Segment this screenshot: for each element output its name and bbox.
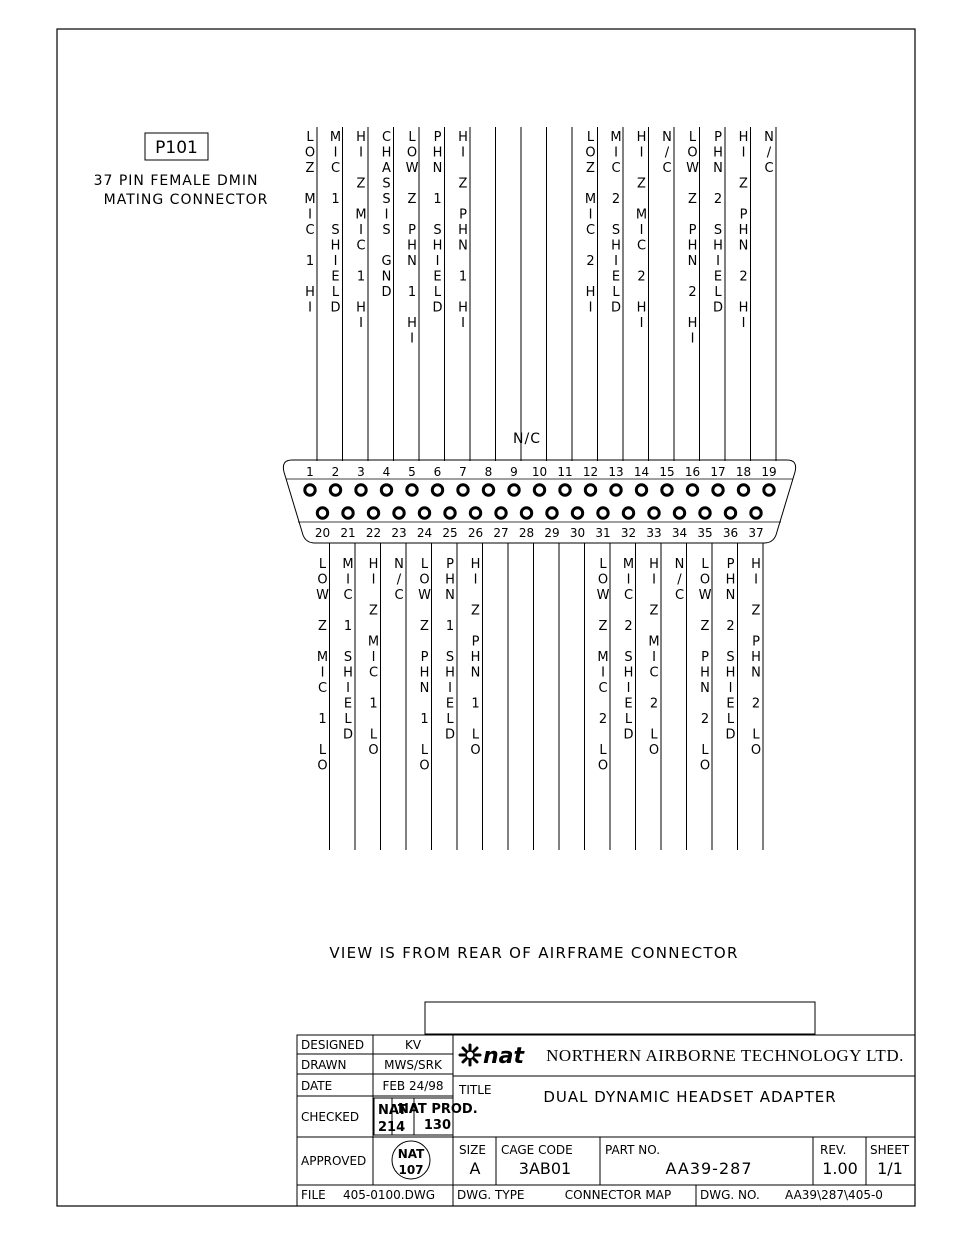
pin-37-label: H I Z P H N 2 L O: [750, 557, 762, 758]
svg-text:NAT PROD.: NAT PROD.: [398, 1102, 478, 1117]
pin-11-number: 11: [557, 465, 573, 479]
pin-35-number: 35: [697, 526, 713, 540]
pin-11-contact: [560, 485, 570, 495]
pin-19-number: 19: [761, 465, 777, 479]
size-label: SIZE: [459, 1143, 486, 1157]
dwg-no-label: DWG. NO.: [700, 1188, 760, 1202]
pin-31-contact: [598, 508, 608, 518]
pin-25-label: P H N 1 S H I E L D: [444, 557, 456, 743]
pin-10-contact: [534, 485, 544, 495]
pin-8-number: 8: [484, 465, 493, 479]
pin-3-contact: [356, 485, 366, 495]
approved-label: APPROVED: [301, 1154, 367, 1168]
pin-14-label: H I Z M I C 2 H I: [635, 130, 648, 331]
pin-17-number: 17: [710, 465, 726, 479]
pin-15-number: 15: [659, 465, 675, 479]
pin-12-label: L O Z M I C 2 H I: [584, 130, 597, 316]
pin-12-contact: [585, 485, 595, 495]
svg-text:130: 130: [423, 1118, 451, 1133]
pin-14-number: 14: [633, 465, 650, 479]
pin-2-number: 2: [331, 465, 340, 479]
company-name: NORTHERN AIRBORNE TECHNOLOGY LTD.: [546, 1046, 904, 1065]
checked-label: CHECKED: [301, 1110, 360, 1124]
pin-34-contact: [674, 508, 684, 518]
pin-33-contact: [649, 508, 659, 518]
pin-2-label: M I C 1 S H I E L D: [329, 130, 342, 316]
dwg-type-label: DWG. TYPE: [457, 1188, 525, 1202]
drawn-value: MWS/SRK: [384, 1058, 442, 1072]
pin-33-number: 33: [646, 526, 662, 540]
pin-27-number: 27: [493, 526, 509, 540]
pin-6-contact: [432, 485, 442, 495]
pin-23-number: 23: [391, 526, 407, 540]
connector-description-line1: 37 PIN FEMALE DMIN: [93, 173, 259, 189]
dwg-no-value: AA39\287\405-0: [785, 1188, 883, 1202]
svg-text:214: 214: [378, 1120, 406, 1135]
pin-18-label: H I Z P H N 2 H I: [738, 130, 749, 331]
svg-text:NAT: NAT: [378, 1103, 407, 1118]
pin-3-number: 3: [357, 465, 365, 479]
connector-id: P101: [155, 138, 198, 158]
pin-7-contact: [458, 485, 468, 495]
title-label: TITLE: [459, 1083, 492, 1097]
pin-20-label: L O W Z M I C 1 L O: [316, 557, 329, 774]
cage-code-label: CAGE CODE: [501, 1143, 573, 1157]
pin-17-label: P H N 2 S H I E L D: [712, 130, 724, 316]
pin-18-number: 18: [735, 465, 752, 479]
pin-33-label: H I Z M I C 2 L O: [648, 557, 660, 758]
revision-box: [425, 1002, 815, 1034]
pin-23-label: N / C: [394, 557, 404, 603]
pin-7-number: 7: [459, 465, 467, 479]
pin-25-number: 25: [442, 526, 458, 540]
pin-1-label: L O Z M I C 1 H I: [304, 130, 316, 316]
pin-4-number: 4: [382, 465, 391, 479]
designed-label: DESIGNED: [301, 1038, 365, 1052]
pin-22-number: 22: [365, 526, 382, 540]
pin-20-number: 20: [314, 526, 331, 540]
file-value: 405-0100.DWG: [343, 1188, 435, 1202]
pin-17-contact: [713, 485, 723, 495]
part-no-value: AA39-287: [665, 1159, 753, 1178]
pin-22-label: H I Z M I C 1 L O: [367, 557, 380, 758]
svg-text:107: 107: [398, 1163, 424, 1177]
pin-15-contact: [662, 485, 672, 495]
pin-6-label: P H N 1 S H I E L D: [432, 130, 443, 316]
pin-21-number: 21: [340, 526, 356, 540]
pin-9-number: 9: [510, 465, 518, 479]
pin-5-number: 5: [408, 465, 416, 479]
pin-30-number: 30: [569, 526, 586, 540]
pin-6-number: 6: [433, 465, 442, 479]
date-value: FEB 24/98: [382, 1079, 444, 1093]
pin-32-contact: [623, 508, 633, 518]
pin-29-contact: [547, 508, 557, 518]
pin-31-label: L O W Z M I C 2 L O: [596, 557, 610, 774]
dwg-type-value: CONNECTOR MAP: [564, 1188, 672, 1202]
cage-code-value: 3AB01: [518, 1159, 572, 1178]
pin-10-number: 10: [531, 465, 548, 479]
pin-29-number: 29: [544, 526, 560, 540]
size-value: A: [469, 1159, 481, 1178]
connector-description-line2: MATING CONNECTOR: [103, 192, 269, 208]
pin-31-number: 31: [595, 526, 611, 540]
rev-value: 1.00: [822, 1159, 858, 1178]
pin-21-label: M I C 1 S H I E L D: [342, 557, 354, 743]
pin-28-contact: [521, 508, 531, 518]
pin-12-number: 12: [582, 465, 599, 479]
pin-36-label: P H N 2 S H I E L D: [725, 557, 736, 743]
pin-28-number: 28: [518, 526, 535, 540]
pin-26-contact: [470, 508, 480, 518]
pin-5-label: L O W Z P H N 1 H I: [405, 130, 419, 347]
pin-30-contact: [572, 508, 582, 518]
pin-18-contact: [738, 485, 748, 495]
pin-36-number: 36: [722, 526, 739, 540]
pin-4-contact: [381, 485, 391, 495]
designed-value: KV: [404, 1038, 422, 1052]
view-note: VIEW IS FROM REAR OF AIRFRAME CONNECTOR: [329, 944, 739, 962]
pin-9-contact: [509, 485, 519, 495]
pin-27-contact: [496, 508, 506, 518]
date-label: DATE: [301, 1079, 333, 1093]
nc-center-label: N/C: [513, 431, 541, 447]
pin-24-contact: [419, 508, 429, 518]
svg-text:NAT: NAT: [397, 1147, 425, 1161]
drawn-label: DRAWN: [301, 1058, 347, 1072]
pin-26-number: 26: [467, 526, 484, 540]
pin-24-label: L O W Z P H N 1 L O: [418, 557, 431, 774]
pin-34-label: N / C: [674, 557, 685, 603]
pin-34-number: 34: [671, 526, 688, 540]
pin-13-label: M I C 2 S H I E L D: [610, 130, 622, 316]
pin-21-contact: [343, 508, 353, 518]
pin-3-label: H I Z M I C 1 H I: [355, 130, 367, 331]
pin-35-contact: [700, 508, 710, 518]
pin-23-contact: [394, 508, 404, 518]
pin-15-label: N / C: [662, 130, 672, 176]
pin-25-contact: [445, 508, 455, 518]
part-no-label: PART NO.: [605, 1143, 661, 1157]
pin-19-label: N / C: [764, 130, 774, 176]
pin-14-contact: [636, 485, 646, 495]
pin-2-contact: [330, 485, 340, 495]
pin-5-contact: [407, 485, 417, 495]
pin-13-number: 13: [608, 465, 624, 479]
pin-26-label: H I Z P H N 1 L O: [470, 557, 481, 758]
pin-16-number: 16: [684, 465, 701, 479]
file-label: FILE: [301, 1188, 326, 1202]
rev-label: REV.: [820, 1143, 847, 1157]
pin-13-contact: [611, 485, 621, 495]
pin-7-label: H I Z P H N 1 H I: [458, 130, 468, 331]
pin-36-contact: [725, 508, 735, 518]
pin-22-contact: [368, 508, 378, 518]
pin-32-number: 32: [620, 526, 637, 540]
pin-16-contact: [687, 485, 697, 495]
company-logo-icon: [460, 1045, 480, 1065]
pin-20-contact: [317, 508, 327, 518]
pin-37-contact: [751, 508, 761, 518]
pin-24-number: 24: [416, 526, 433, 540]
stamp-nat-107: [392, 1141, 430, 1179]
drawing-title: DUAL DYNAMIC HEADSET ADAPTER: [543, 1088, 837, 1106]
sheet-label: SHEET: [870, 1143, 910, 1157]
pin-35-label: L O W Z P H N 2 L O: [698, 557, 712, 774]
pin-1-number: 1: [306, 465, 314, 479]
pin-16-label: L O W Z P H N 2 H I: [686, 130, 699, 347]
pin-4-label: C H A S S I S G N D: [381, 130, 392, 300]
pin-32-label: M I C 2 S H I E L D: [622, 557, 635, 743]
pin-8-contact: [483, 485, 493, 495]
company-logo-text: nat: [483, 1044, 525, 1069]
pin-19-contact: [764, 485, 774, 495]
sheet-value: 1/1: [877, 1159, 903, 1178]
pin-37-number: 37: [748, 526, 764, 540]
bottom-pin-group: [315, 508, 764, 850]
pin-1-contact: [305, 485, 315, 495]
